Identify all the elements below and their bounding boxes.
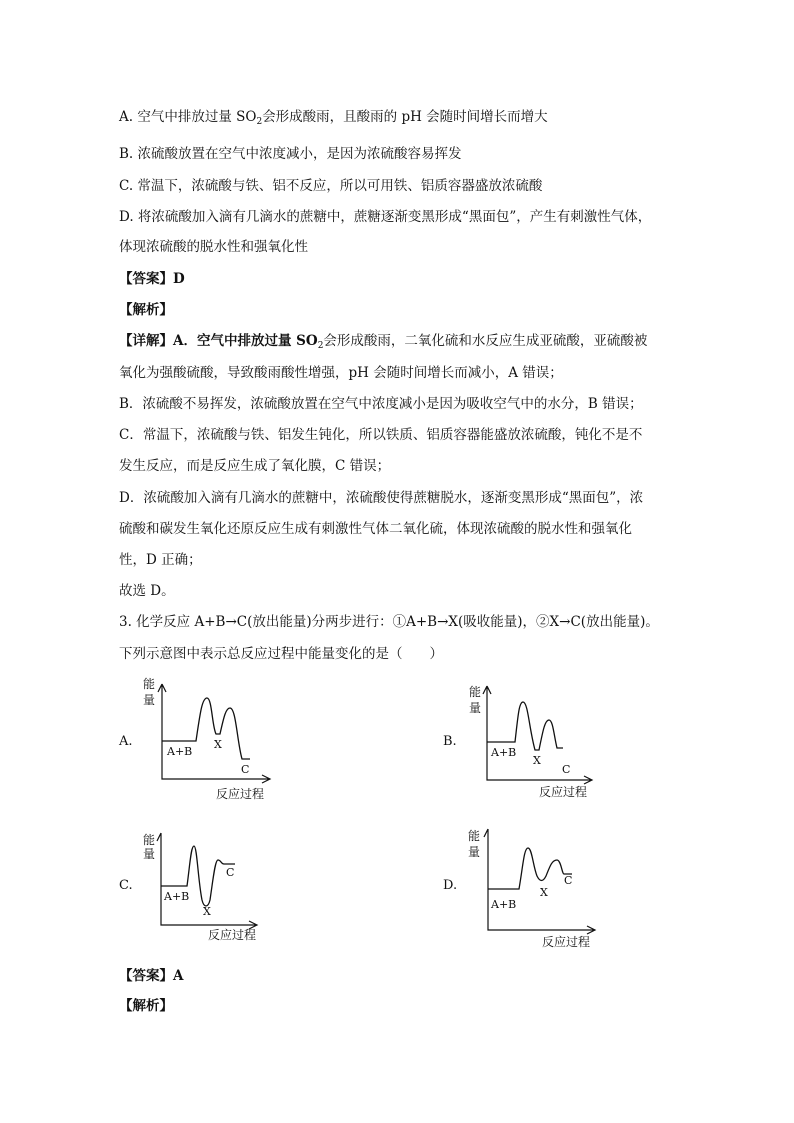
subscript: 2 [256, 117, 263, 127]
energy-diagram-a [140, 676, 280, 806]
option-a-text-cont: 会形成酸雨，且酸雨的 pH 会随时间增长而增大 [262, 109, 548, 125]
diagram-option-b-label: B. [443, 734, 457, 749]
reactant-label: A+B [491, 898, 517, 911]
x-axis-label: 反应过程 [216, 787, 265, 801]
option-d-q2-line1: D. 将浓硫酸加入滴有几滴水的蔗糖中，蔗糖逐渐变黑形成“黑面包”，产生有刺激性气体， [119, 209, 652, 225]
intermediate-label: X [540, 886, 548, 899]
y-axis-label-1: 能 [143, 677, 156, 691]
explanation-d-line3: 性，D 正确； [119, 552, 202, 568]
explanation-d-line2: 硫酸和碳发生氧化还原反应生成有刺激性气体二氧化硫，体现浓硫酸的脱水性和强氧化 [119, 521, 632, 537]
axes [158, 684, 270, 783]
option-c-q2: C. 常温下，浓硫酸与铁、铝不反应，所以可用铁、铝质容器盛放浓硫酸 [119, 178, 543, 194]
question-3-line1: 3. 化学反应 A+B→C(放出能量)分两步进行：①A+B→X(吸收能量)，②X→C(放出能量)。 [119, 614, 659, 630]
y-axis-label-1: 能 [469, 685, 482, 699]
energy-curve [487, 702, 563, 750]
explanation-text-cont: 会形成酸雨，二氧化硫和水反应生成亚硫酸，亚硫酸被 [323, 333, 648, 349]
diagram-option-c-label: C. [119, 878, 133, 893]
product-label: C [564, 874, 573, 887]
product-label: C [562, 763, 571, 776]
explanation-c-line2: 发生反应，而是反应生成了氧化膜，C 错误； [119, 458, 391, 474]
analysis-label-q3: 【解析】 [119, 998, 173, 1014]
x-axis-label: 反应过程 [542, 935, 591, 949]
axes [483, 686, 592, 784]
axes [484, 829, 595, 934]
energy-diagram-c [140, 830, 280, 945]
energy-curve [488, 848, 572, 889]
explanation-a-line1 [119, 332, 647, 350]
y-axis-label-2: 量 [143, 847, 156, 861]
y-axis-label-1: 能 [143, 833, 156, 847]
option-d-q2-line2: 体现浓硫酸的脱水性和强氧化性 [119, 239, 308, 255]
diagram-option-d-label: D. [443, 878, 458, 893]
energy-diagram-b [465, 684, 605, 804]
question-3-line2: 下列示意图中表示总反应过程中能量变化的是（ ） [119, 646, 443, 662]
option-a-q2 [119, 108, 548, 126]
explanation-b: B．浓硫酸不易挥发，浓硫酸放置在空气中浓度减小是因为吸收空气中的水分，B 错误； [119, 396, 643, 412]
reactant-label: A+B [491, 746, 517, 759]
explanation-d-line1: D．浓硫酸加入滴有几滴水的蔗糖中，浓硫酸使得蔗糖脱水，逐渐变黑形成“黑面包”，浓 [119, 490, 644, 506]
explanation-c-line1: C．常温下，浓硫酸与铁、铝发生钝化，所以铁质、铝质容器能盛放浓硫酸，钝化不是不 [119, 427, 643, 443]
energy-diagram-d [466, 826, 606, 951]
y-axis-label-2: 量 [469, 701, 482, 715]
x-axis-label: 反应过程 [208, 928, 257, 942]
product-label: C [241, 763, 250, 776]
y-axis-label-1: 能 [468, 829, 481, 843]
product-label: C [226, 866, 235, 879]
answer-q2: 【答案】D [119, 271, 185, 287]
x-axis-label: 反应过程 [539, 785, 588, 799]
intermediate-label: X [214, 738, 222, 751]
explanation-a-line2: 氧化为强酸硫酸，导致酸雨酸性增强，pH 会随时间增长而减小，A 错误； [119, 365, 563, 381]
intermediate-label: X [203, 905, 211, 918]
option-a-text: A. 空气中排放过量 SO [119, 109, 257, 125]
explanation-text: 【详解】A．空气中排放过量 SO [119, 333, 318, 349]
y-axis-label-2: 量 [143, 693, 156, 707]
reactant-label: A+B [164, 890, 190, 903]
diagram-option-a-label: A. [119, 734, 133, 749]
explanation-choose: 故选 D。 [119, 583, 175, 599]
answer-q3: 【答案】A [119, 968, 184, 984]
option-b-q2: B. 浓硫酸放置在空气中浓度减小，是因为浓硫酸容易挥发 [119, 146, 462, 162]
intermediate-label: X [533, 754, 541, 767]
y-axis-label-2: 量 [468, 845, 481, 859]
analysis-label-q2: 【解析】 [119, 302, 173, 318]
subscript: 2 [317, 341, 324, 351]
reactant-label: A+B [167, 745, 193, 758]
